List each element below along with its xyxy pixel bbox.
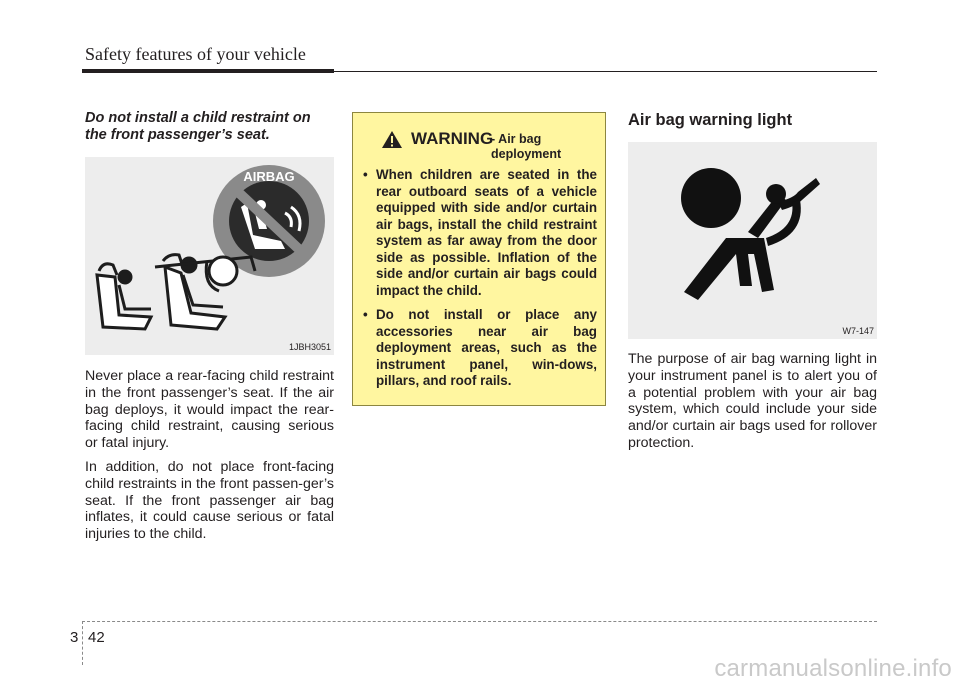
subheading: Do not install a child restraint on the front passenger’s seat.	[85, 110, 311, 143]
warning-word: WARNING	[411, 129, 494, 148]
footer-divider	[82, 621, 83, 665]
column-left	[85, 110, 334, 550]
warning-box	[352, 112, 606, 406]
warning-item: • When children are seated in the rear outboard seats of a vehicle equipped with side and/or curtain air bags, install the child restraint system as far away from the door side as possible. Inflation of the side and/or curtain air bags could impact the child.	[363, 167, 597, 298]
page-number: 42	[88, 629, 105, 646]
header-rule	[82, 69, 877, 73]
paragraph-rear-facing: Never place a rear-facing child restraint in the front passenger’s seat. If the air bag deploys, it would impact the rear-facing child restraint, causing serious or fatal injury.	[85, 368, 334, 452]
warning-item: • Do not install or place any accessories near air bag deployment areas, such as the instrument panel, win-dows, pillars, and roof rails.	[363, 307, 597, 388]
airbag-badge-text: AIRBAG	[243, 169, 295, 184]
watermark: carmanualsonline.info	[714, 655, 952, 682]
seats-illustration	[97, 255, 255, 329]
airbag-light-figure	[628, 142, 877, 339]
airbag-warning-light-icon	[628, 142, 877, 339]
section-heading: Air bag warning light	[628, 111, 793, 129]
column-right	[628, 110, 877, 459]
footer-rule	[82, 621, 877, 622]
paragraph-front-facing: In addition, do not place front-facing child restraints in the front passen-ger’s seat. If the front passenger air bag inflates, it could cause serious or fatal injuries to the child.	[85, 458, 334, 543]
warning-list	[361, 167, 597, 390]
child-seat-illustration	[85, 157, 334, 355]
header-rule-thin	[334, 71, 877, 73]
header-rule-thick	[82, 69, 334, 73]
paragraph-airbag-light: The purpose of air bag warning light in your instrument panel is to alert you of a potential problem with your air bag system, which could include your side and/or curtain air bags used for rollover protection.	[628, 351, 877, 451]
warning-header	[361, 121, 597, 163]
child-seat-figure	[85, 157, 334, 355]
figure-label: W7-147	[842, 326, 874, 336]
chapter-number: 3	[70, 629, 79, 646]
warning-subtitle: - Air bag deployment	[491, 132, 562, 161]
figure-label: 1JBH3051	[288, 342, 331, 352]
header-title: Safety features of your vehicle	[85, 44, 306, 64]
warning-triangle-icon	[381, 130, 403, 149]
